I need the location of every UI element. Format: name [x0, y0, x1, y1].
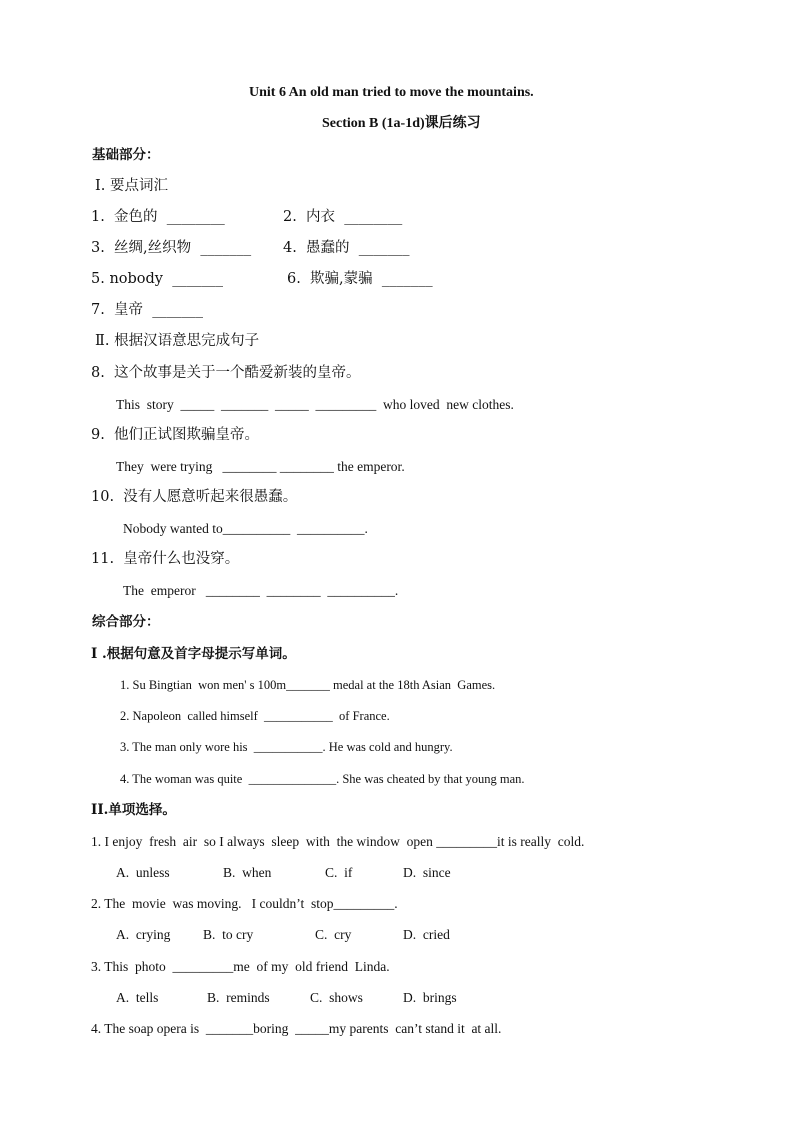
vocab-item-5: 5. nobody _______ — [91, 271, 223, 287]
vocab-item-7: 7. 皇帝 _______ — [91, 302, 204, 318]
translate-cn-9: 9. 他们正试图欺骗皇帝。 — [91, 427, 260, 443]
part2-heading: Ⅱ. 根据汉语意思完成句子 — [95, 333, 260, 349]
vocab-item-6: 6. 欺骗,蒙骗 _______ — [287, 271, 433, 287]
mc-question-3: 3. This photo _________me of my old friend Linda. — [91, 959, 390, 974]
mc-option-2d: D. cried — [403, 927, 450, 942]
mc-question-2: 2. The movie was moving. I couldn’t stop_________. — [91, 896, 398, 911]
vocab-item-4: 4. 愚蠢的 _______ — [283, 240, 410, 256]
mc-option-3c: C. shows — [310, 990, 363, 1005]
mc-option-1a: A. unless — [116, 865, 170, 880]
fill-word-1: 1. Su Bingtian won men' s 100m_______ medal at the 18th Asian Games. — [120, 678, 496, 692]
vocab-item-1: 1. 金色的 ________ — [91, 209, 225, 225]
section-ii-heading: II.单项选择。 — [91, 802, 176, 818]
basic-heading: 基础部分： — [92, 147, 160, 163]
mc-option-2a: A. crying — [116, 927, 171, 942]
mc-option-2b: B. to cry — [203, 927, 254, 942]
fill-word-2: 2. Napoleon called himself ___________ of France. — [120, 709, 390, 723]
comprehensive-heading: 综合部分： — [92, 614, 160, 630]
mc-option-1d: D. since — [403, 865, 451, 880]
section-i-heading: I .根据句意及首字母提示写单词。 — [91, 646, 296, 662]
mc-option-3b: B. reminds — [207, 990, 270, 1005]
fill-word-4: 4. The woman was quite ______________. She was cheated by that young man. — [120, 772, 525, 786]
translate-en-11: The emperor ________ ________ __________. — [123, 583, 399, 598]
mc-option-1c: C. if — [325, 865, 353, 880]
mc-question-1: 1. I enjoy fresh air so I always sleep with the window open _________it is really cold. — [91, 834, 585, 849]
mc-option-1b: B. when — [223, 865, 272, 880]
translate-cn-10: 10. 没有人愿意听起来很愚蠢。 — [91, 489, 298, 505]
mc-option-2c: C. cry — [315, 927, 352, 942]
translate-en-8: This story _____ _______ _____ _________ who loved new clothes. — [116, 397, 514, 412]
translate-en-10: Nobody wanted to__________ __________. — [123, 521, 368, 536]
fill-word-3: 3. The man only wore his ___________. He was cold and hungry. — [120, 740, 453, 754]
translate-cn-11: 11. 皇帝什么也没穿。 — [91, 551, 240, 567]
mc-option-3d: D. brings — [403, 990, 457, 1005]
vocab-item-2: 2. 内衣 ________ — [283, 209, 403, 225]
mc-question-4: 4. The soap opera is _______boring _____my parents can’t stand it at all. — [91, 1021, 502, 1036]
worksheet-title: Unit 6 An old man tried to move the mountains. — [249, 85, 534, 100]
vocab-item-3: 3. 丝绸,丝织物 _______ — [91, 240, 252, 256]
worksheet-subtitle: Section B (1a-1d)课后练习 — [322, 116, 481, 131]
translate-cn-8: 8. 这个故事是关于一个酷爱新装的皇帝。 — [91, 365, 361, 381]
translate-en-9: They were trying ________ ________ the emperor. — [116, 459, 405, 474]
part1-heading: Ⅰ. 要点词汇 — [95, 178, 168, 194]
mc-option-3a: A. tells — [116, 990, 159, 1005]
